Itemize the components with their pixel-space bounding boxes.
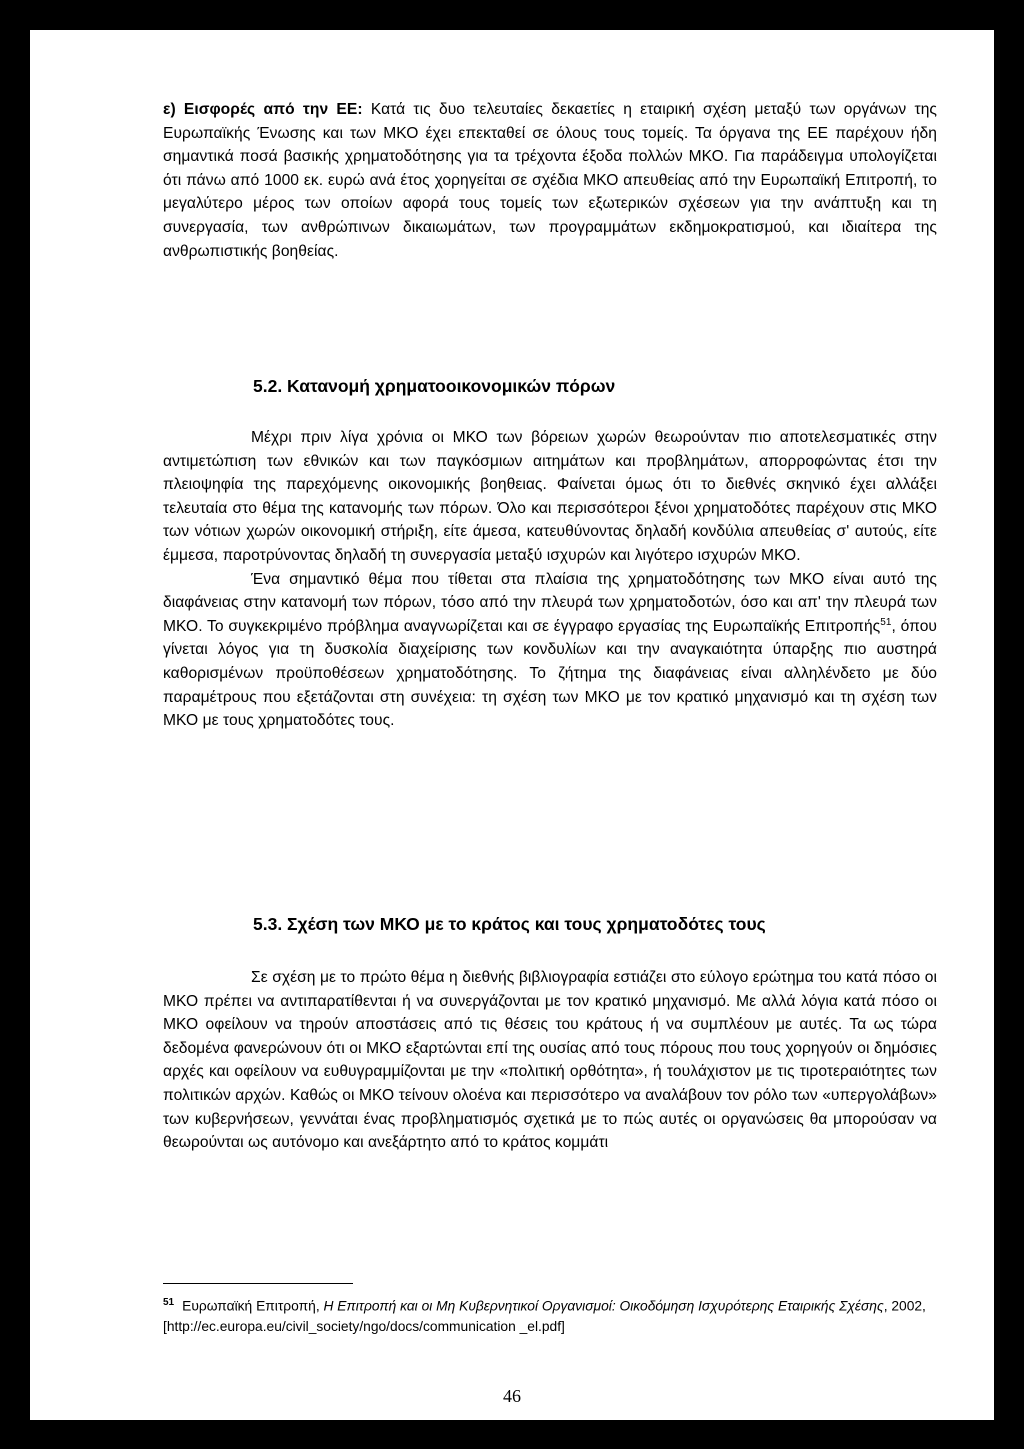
section-e-body: Κατά τις δυο τελευταίες δεκαετίες η εταιρική σχέση μεταξύ των οργάνων της Ευρωπαϊκής Ένωσης και των ΜΚΟ έχει επεκταθεί σε όλους τους τομείς. Τα όργανα της ΕΕ παρέχουν ήδη σημαντικά ποσά βασικής χρηματοδότησης για τα τρέχοντα έξοδα πολλών ΜΚΟ. Για παράδειγμα υπολογίζεται ότι πάνω από 1000 εκ. ευρώ ανά έτος χορηγείται σε σχέδια ΜΚΟ απευθείας από την Ευρωπαϊκή Επιτροπή, το μεγαλύτερο μέρος των οποίων αφορά τους τομείς των εξωτερικών σχέσεων για την ανάπτυξη και τη συνεργασία, των ανθρώπινων δικαιωμάτων, των προγραμμάτων εκδημοκρατισμού, και ιδιαίτερα της ανθρωπιστικής βοηθείας. [163, 101, 937, 260]
section-5-2-p2-before: Ένα σημαντικό θέμα που τίθεται στα πλαίσια της χρηματοδότησης των ΜΚΟ είναι αυτό της διαφάνειας στην κατανομή των πόρων, τόσο από την πλευρά των χρηματοδοτών, όσο και απ' την πλευρά των ΜΚΟ. Το συγκεκριμένο πρόβλημα αναγνωρίζεται και σε έγγραφο εργασίας της Ευρωπαϊκής Επιτροπής [163, 570, 937, 635]
footnote-number: 51 [163, 1297, 175, 1308]
section-5-3-paragraph-1: Σε σχέση με το πρώτο θέμα η διεθνής βιβλιογραφία εστιάζει στο εύλογο ερώτημα του κατά πόσο οι ΜΚΟ πρέπει να αντιπαρατίθενται ή να συνεργάζονται με τον κρατικό μηχανισμό. Με αλλά λόγια κατά πόσο οι ΜΚΟ οφείλουν να τηρούν αποστάσεις από τις θέσεις του κράτους ή να συμπλέουν με αυτές. Τα ως τώρα δεδομένα φανερώνουν ότι οι ΜΚΟ εξαρτώνται επί της ουσίας από τους πόρους που τους χορηγούν οι δημόσιες αρχές και οφείλουν να ευθυγραμμίζονται με την «πολιτική ορθότητα», ή τουλάχιστον με τις τιροτεραιότητες των πολιτικών αρχών. Καθώς οι ΜΚΟ τείνουν ολοένα και περισσότερο να αναλάβουν τον ρόλο των «υπεργολάβων» των κυβερνήσεων, γεννάται ένας προβληματισμός σχετικά με το πώς αυτές οι οργανώσεις θα μπορούσαν να θεωρούνται ως αυτόνομο και ανεξάρτητο από το κράτος κομμάτι [163, 969, 937, 1152]
page-number: 46 [503, 1386, 521, 1406]
section-5-2-paragraph-1: Μέχρι πριν λίγα χρόνια οι ΜΚΟ των βόρειων χωρών θεωρούνταν πιο αποτελεσματικές στην αντιμετώπιση των εθνικών και των παγκόσμιων αιτημάτων και προβλημάτων, απορροφώντας έτσι την πλειοψηφία της παρεχόμενης οικονομικής βοηθειας. Φαίνεται όμως ότι το διεθνές σκηνικό έχει αλλάξει τελευταία στο θέμα της κατανομής των πόρων. Όλο και περισσότεροι ξένοι χρηματοδότες παρέχουν στις ΜΚΟ των νότιων χωρών οικονομική στήριξη, είτε άμεσα, κατευθύνοντας δηλαδή κονδύλια απευθείας σ' αυτούς, είτε έμμεσα, παροτρύνοντας δηλαδή τη συνεργασία μεταξύ ισχυρών και λιγότερο ισχυρών ΜΚΟ. [163, 429, 937, 564]
footnote-author: Ευρωπαϊκή Επιτροπή, [182, 1298, 324, 1314]
section-5-2-paragraph-2 [163, 568, 937, 733]
section-5-3-body [163, 966, 937, 1155]
section-e-paragraph [163, 98, 937, 263]
footnote-separator [163, 1283, 353, 1284]
footnote-source[interactable]: , 2002, [http://ec.europa.eu/civil_society/ngo/docs/communication _el.pdf] [163, 1298, 926, 1335]
footnote-title: Η Επιτροπή και οι Μη Κυβερνητικοί Οργανισμοί: Οικοδόμηση Ισχυρότερης Εταιρικής Σχέσης [323, 1298, 884, 1314]
section-e-lead: ε) Εισφορές από την ΕΕ: [163, 101, 363, 118]
document-page [30, 30, 994, 1420]
footnote-reference[interactable]: 51 [880, 616, 892, 628]
section-e-text [163, 98, 937, 263]
section-5-2-heading: 5.2. Κατανομή χρηματοοικονομικών πόρων [253, 376, 616, 396]
section-5-2-p2-after: , όπου γίνεται λόγος για τη δυσκολία διαχείρισης των κονδυλίων και την αναγκαιότητα ύπαρξης πιο αυστηρά καθορισμένων προϋποθέσεων χρηματοδότησης. Το ζήτημα της διαφάνειας είναι αλληλένδετο με δύο παραμέτρους που εξετάζονται στη συνέχεια: τη σχέση των ΜΚΟ με τον κρατικό μηχανισμό και τη σχέση των ΜΚΟ με τους χρηματοδότες τους. [163, 617, 937, 730]
section-5-3-heading: 5.3. Σχέση των ΜΚΟ με το κράτος και τους χρηματοδότες τους [253, 914, 766, 934]
footnote-51 [163, 1293, 937, 1338]
section-5-2-body [163, 426, 937, 733]
